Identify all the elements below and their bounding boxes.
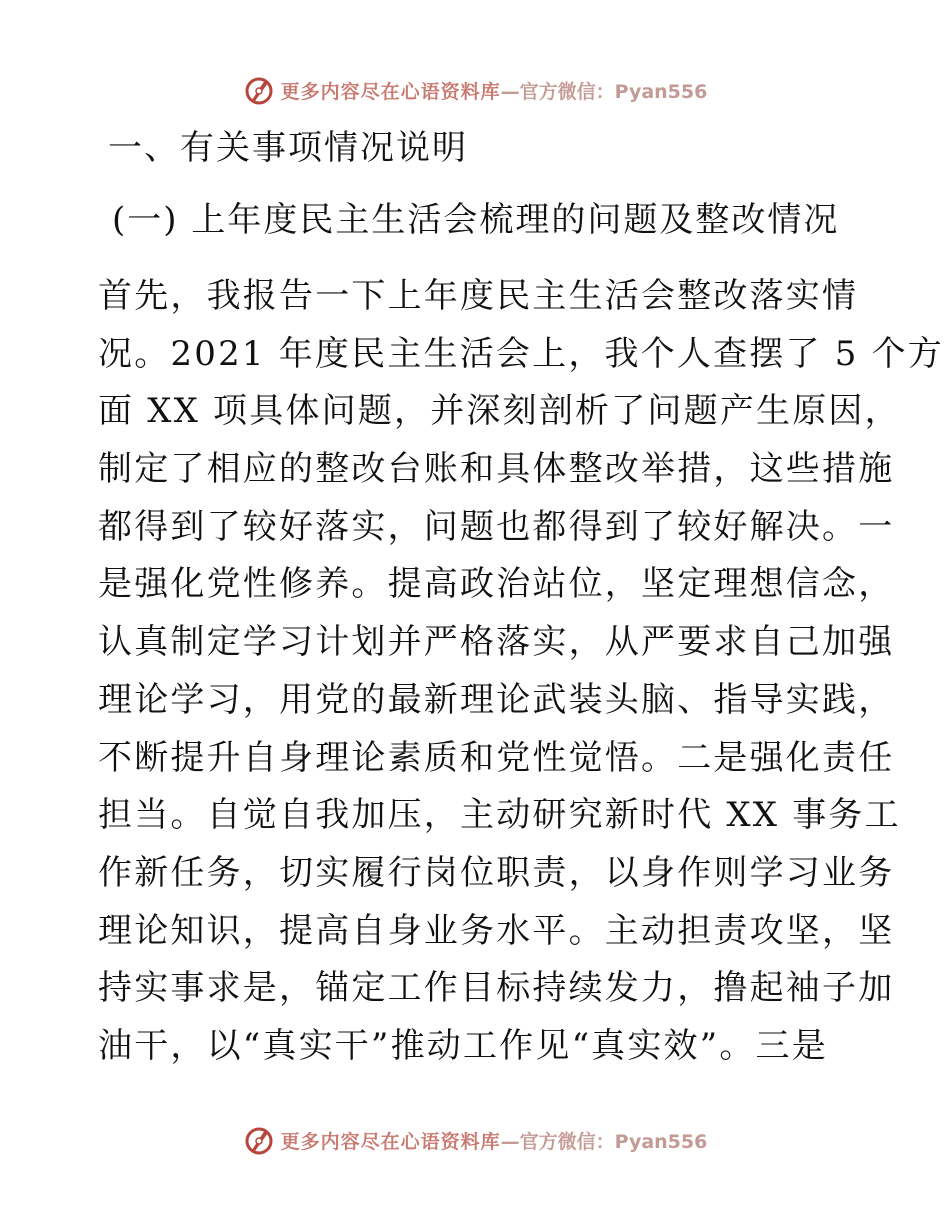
watermark-main-text: 更多内容尽在心语资料库 bbox=[280, 80, 501, 103]
section-heading: 一、有关事项情况说明 bbox=[108, 128, 468, 168]
paragraph-line: 担当。自觉自我加压，主动研究新时代 XX 事务工 bbox=[98, 795, 901, 836]
paragraph-line: 都得到了较好落实，问题也都得到了较好解决。一 bbox=[98, 506, 895, 547]
watermark-footer bbox=[0, 1122, 950, 1158]
watermark-header bbox=[0, 72, 950, 108]
paragraph-line: 理论学习，用党的最新理论武装头脑、指导实践， bbox=[98, 679, 895, 720]
quill-pen-circle-icon bbox=[243, 74, 275, 106]
paragraph-line: 不断提升自身理论素质和党性觉悟。二是强化责任 bbox=[98, 737, 895, 778]
paragraph-line: 认真制定学习计划并严格落实，从严要求自己加强 bbox=[98, 622, 895, 663]
watermark-main-text: 更多内容尽在心语资料库 bbox=[280, 1130, 501, 1153]
quill-pen-circle-icon bbox=[243, 1124, 275, 1156]
watermark-sub-text: —官方微信：Pyan556 bbox=[500, 1130, 708, 1153]
subsection-heading: (一) 上年度民主生活会梳理的问题及整改情况 bbox=[112, 200, 840, 240]
paragraph-line: 制定了相应的整改台账和具体整改举措，这些措施 bbox=[98, 449, 895, 490]
watermark-sub-text: —官方微信：Pyan556 bbox=[500, 80, 708, 103]
paragraph-line: 持实事求是，锚定工作目标持续发力，撸起袖子加 bbox=[98, 968, 895, 1009]
paragraph-line: 面 XX 项具体问题，并深刻剖析了问题产生原因， bbox=[98, 391, 901, 432]
body-paragraph bbox=[98, 268, 944, 1076]
paragraph-line: 是强化党性修养。提高政治站位，坚定理想信念， bbox=[98, 564, 895, 605]
paragraph-line: 首先，我报告一下上年度民主生活会整改落实情 bbox=[98, 276, 859, 316]
paragraph-line: 况。2021 年度民主生活会上，我个人查摆了 5 个方 bbox=[98, 333, 944, 374]
paragraph-line: 油干，以“真实干”推动工作见“真实效”。三是 bbox=[98, 1025, 828, 1066]
paragraph-line: 作新任务，切实履行岗位职责，以身作则学习业务 bbox=[98, 852, 895, 893]
paragraph-line: 理论知识，提高自身业务水平。主动担责攻坚，坚 bbox=[98, 910, 895, 951]
